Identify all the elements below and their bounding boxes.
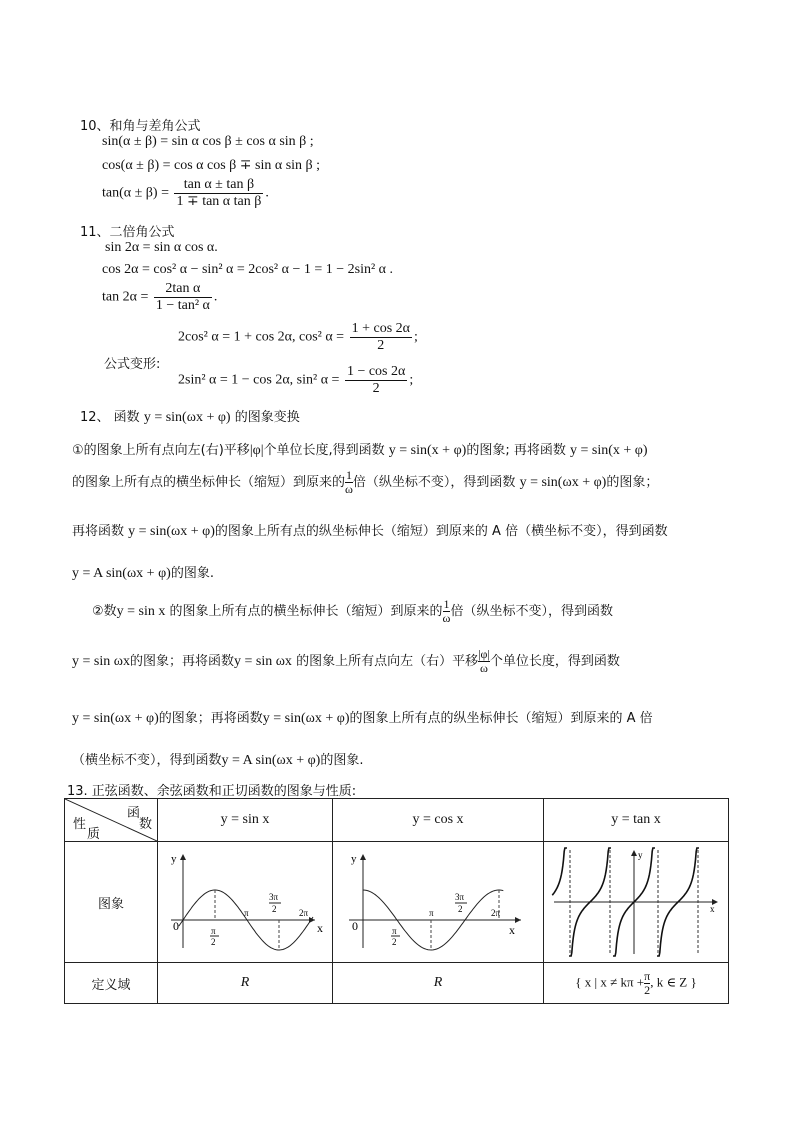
- p2-l2-den: ω: [479, 661, 488, 675]
- sin-x-label: x: [317, 921, 323, 935]
- col-header-tan: y = tan x: [544, 799, 729, 842]
- row-label-graph: 图象: [65, 842, 158, 963]
- tan-double-denominator: 1 − tan² α: [155, 298, 210, 313]
- p1-l1-text-a: ①的图象上所有点向左(右)平移: [72, 443, 250, 458]
- cos-three-pi-num: 3π: [455, 892, 465, 902]
- col-header-cos: y = cos x: [333, 799, 544, 842]
- tan-y-arrow-icon: [631, 850, 637, 856]
- tan-double-end: .: [213, 289, 218, 305]
- cos-graph: [343, 848, 533, 956]
- p2-l2-text-c: 个单位长度，得到函数: [489, 654, 620, 669]
- section-12-title: [80, 406, 300, 426]
- domain-tan-a: { x | x ≠ kπ +: [575, 973, 645, 989]
- domain-cos: R: [333, 963, 544, 1004]
- p2-line-1: [92, 598, 613, 625]
- tan-sum-formula: [102, 177, 269, 210]
- sin-half-pi-den: 2: [211, 937, 216, 947]
- p2-l2-formula-2: y = sin ωx: [233, 654, 292, 669]
- section-11-title: 11、二倍角公式: [80, 225, 175, 240]
- p1-l2-text-c: 的图象；: [606, 475, 659, 490]
- tan-double-formula: [102, 281, 217, 314]
- p2-l2-formula-1: y = sin ωx: [72, 654, 130, 669]
- p1-line-1: [72, 439, 648, 459]
- p2-l3-formula-1: y = sin(ωx + φ): [72, 711, 159, 726]
- section-12-title-formula: y = sin(ωx + φ): [143, 410, 231, 425]
- p2-l2-num: |φ|: [478, 647, 490, 661]
- domain-sin: R: [158, 963, 333, 1004]
- sin-three-pi-num: 3π: [269, 892, 279, 902]
- cos-y-label: y: [351, 853, 357, 865]
- p1-l2-fraction: [345, 469, 353, 496]
- tan-sum-numerator: tan α ± tan β: [183, 177, 255, 192]
- tan-double-fraction: [154, 281, 212, 314]
- p2-l4-text-a: （横坐标不变），得到函数: [72, 753, 222, 768]
- section-12-title-suffix: 的图象变换: [234, 410, 300, 425]
- p2-l1-text-c: 倍（纵坐标不变），得到函数: [450, 604, 613, 619]
- table-header-row: [65, 799, 729, 842]
- deform-cos-lhs: 2cos² α = 1 + cos 2α, cos² α =: [178, 329, 345, 345]
- p2-l4-formula: y = A sin(ωx + φ): [221, 753, 321, 768]
- tan-sum-denominator: 1 ∓ tan α tan β: [176, 194, 262, 209]
- p1-l1-text-c: 的图象; 再将函数: [466, 443, 566, 458]
- sin-two-pi-label: 2π: [299, 908, 309, 918]
- p1-l2-num: 1: [345, 468, 352, 482]
- p2-l3-text-b: 的图象上所有点的纵坐标伸长（缩短）到原来的 A 倍: [349, 711, 653, 726]
- p2-l1-text-b: 的图象上所有点的横坐标伸长（缩短）到原来的: [169, 604, 443, 619]
- tan-graph-cell: [544, 842, 729, 963]
- p2-l1-den: ω: [442, 611, 451, 625]
- section-12-title-prefix: 12、 函数: [80, 410, 140, 425]
- p1-l1-formula-2: y = sin(x + φ): [569, 443, 648, 458]
- cos-pi-label: π: [429, 908, 434, 918]
- cos-x-label: x: [509, 923, 515, 937]
- p1-l3-formula: y = sin(ωx + φ): [128, 524, 215, 539]
- tan-branch-1: [552, 848, 567, 895]
- cos-half-pi-den: 2: [392, 937, 397, 947]
- p2-l3-formula-2: y = sin(ωx + φ): [262, 711, 350, 726]
- section-13-title: 13. 正弦函数、余弦函数和正切函数的图象与性质:: [67, 784, 357, 799]
- cos-graph-cell: [333, 842, 544, 963]
- p2-l2-fraction: [478, 648, 490, 675]
- cos-double-formula: cos 2α = cos² α − sin² α = 2cos² α − 1 = 1 − 2sin² α .: [102, 262, 393, 277]
- domain-tan-num: π: [644, 968, 651, 983]
- sin-origin-label: 0: [173, 919, 179, 933]
- p2-line-3: [72, 707, 653, 727]
- deform-sin-end: ;: [409, 372, 414, 388]
- tan-sum-end: .: [265, 185, 269, 201]
- deform-cos-denominator: 2: [350, 337, 412, 354]
- deform-sin-fraction: [345, 364, 407, 397]
- p2-l1-formula: y = sin x: [116, 604, 166, 619]
- p1-l2-den: ω: [345, 482, 353, 496]
- properties-table: [64, 798, 729, 1004]
- domain-tan: [544, 963, 729, 1004]
- p1-line-2: [72, 469, 658, 496]
- header-corner-bottom-2: 质: [87, 827, 101, 842]
- p1-l2-text-a: 的图象上所有点的横坐标伸长（缩短）到原来的: [72, 475, 346, 490]
- p2-line-4: [72, 749, 363, 769]
- section-10-title: 10、和角与差角公式: [80, 119, 201, 134]
- deform-cos-fraction: [350, 321, 412, 354]
- row-label-domain: 定义域: [65, 963, 158, 1004]
- tan-graph: [550, 846, 722, 958]
- header-corner-top-2: 数: [139, 817, 153, 832]
- p1-l2-text-b: 倍（纵坐标不变），得到函数: [352, 475, 516, 490]
- p2-l3-text-a: 的图象；再将函数: [158, 711, 263, 726]
- sin-pi-label: π: [244, 908, 249, 918]
- deform-label: 公式变形:: [104, 357, 161, 372]
- tan-sum-fraction: [174, 177, 263, 210]
- deform-sin-numerator: 1 − cos 2α: [346, 364, 406, 379]
- header-corner-top-1: 函: [127, 806, 141, 821]
- domain-tan-b: , k ∈ Z }: [650, 973, 697, 989]
- cos-two-pi-label: 2π: [491, 908, 501, 918]
- cos-origin-label: 0: [352, 919, 358, 933]
- cos-y-arrow-icon: [360, 854, 366, 860]
- p2-l1-text-a: ②数: [92, 604, 117, 619]
- p1-l1-formula-1: y = sin(x + φ): [388, 443, 467, 458]
- header-corner-cell: [65, 799, 158, 842]
- sin-y-label: y: [171, 853, 177, 865]
- p1-line-4: [72, 562, 214, 582]
- col-header-sin: y = sin x: [158, 799, 333, 842]
- p1-l4-formula: y = A sin(ωx + φ): [72, 566, 171, 581]
- sin-y-arrow-icon: [180, 854, 186, 860]
- sin-double-formula: sin 2α = sin α cos α.: [105, 240, 218, 255]
- p1-l1-phi: |φ|: [249, 443, 264, 458]
- cos-sum-formula: cos(α ± β) = cos α cos β ∓ sin α sin β ;: [102, 158, 321, 173]
- tan-double-numerator: 2tan α: [165, 281, 201, 296]
- sin-half-pi-num: π: [211, 926, 216, 936]
- sin-three-pi-den: 2: [272, 904, 277, 914]
- domain-tan-den: 2: [644, 982, 651, 997]
- tan-double-lhs: tan 2α =: [102, 289, 149, 305]
- p1-l4-text: 的图象.: [170, 566, 214, 581]
- header-corner-bottom-1: 性: [73, 817, 87, 832]
- p1-l3-text-b: 的图象上所有点的纵坐标伸长（缩短）到原来的 A 倍（横坐标不变），得到函数: [214, 524, 668, 539]
- sin-graph-cell: [158, 842, 333, 963]
- table-row-domain: [65, 963, 729, 1004]
- p2-l4-text-b: 的图象.: [320, 753, 364, 768]
- p2-l1-num: 1: [443, 597, 450, 611]
- tan-y-label: y: [638, 850, 643, 860]
- table-row-graph: [65, 842, 729, 963]
- cos-half-pi-num: π: [392, 926, 397, 936]
- cos-x-arrow-icon: [515, 917, 521, 923]
- p1-l3-text-a: 再将函数: [72, 524, 125, 539]
- p1-l1-text-b: 个单位长度,得到函数: [263, 443, 385, 458]
- p1-l2-formula: y = sin(ωx + φ): [519, 475, 607, 490]
- deform-sin-denominator: 2: [345, 380, 407, 397]
- p1-line-3: [72, 520, 668, 540]
- p2-l2-text-a: 的图象；再将函数: [129, 654, 234, 669]
- tan-sum-lhs: tan(α ± β) =: [102, 185, 169, 201]
- tan-x-label: x: [710, 904, 715, 914]
- sin-graph: [165, 848, 325, 956]
- sin-sum-formula: sin(α ± β) = sin α cos β ± cos α sin β ;: [102, 134, 314, 149]
- deform-sin-lhs: 2sin² α = 1 − cos 2α, sin² α =: [178, 372, 340, 388]
- p2-l2-text-b: 的图象上所有点向左（右）平移: [296, 654, 479, 669]
- deform-cos-formula: [178, 321, 418, 354]
- deform-cos-numerator: 1 + cos 2α: [351, 321, 410, 336]
- cos-three-pi-den: 2: [458, 904, 463, 914]
- deform-cos-end: ;: [413, 329, 418, 345]
- deform-sin-formula: [178, 364, 413, 397]
- p2-line-2: [72, 648, 620, 675]
